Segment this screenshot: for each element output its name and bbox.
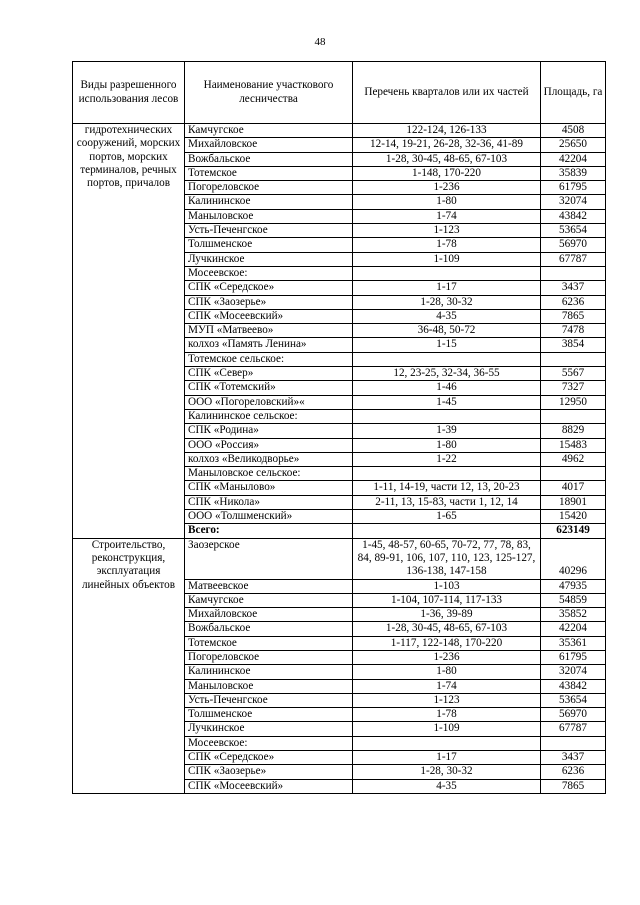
area-cell: 42204 xyxy=(541,622,606,636)
area-cell: 40296 xyxy=(541,538,606,579)
forestry-name-cell: Михайловское xyxy=(185,608,353,622)
quarters-cell: 4-35 xyxy=(353,309,541,323)
quarters-cell: 1-104, 107-114, 117-133 xyxy=(353,593,541,607)
quarters-cell: 1-148, 170-220 xyxy=(353,166,541,180)
area-cell xyxy=(541,352,606,366)
total-label: Всего: xyxy=(185,524,353,538)
area-cell: 15420 xyxy=(541,510,606,524)
forestry-name-cell: Усть-Печенгское xyxy=(185,693,353,707)
area-cell: 4962 xyxy=(541,452,606,466)
quarters-cell xyxy=(353,266,541,280)
forestry-name-cell: Маныловское xyxy=(185,679,353,693)
area-cell: 4017 xyxy=(541,481,606,495)
area-cell: 3437 xyxy=(541,751,606,765)
area-cell: 32074 xyxy=(541,665,606,679)
forestry-name-cell: Тотемское xyxy=(185,166,353,180)
forestry-name-cell: СПК «Манылово» xyxy=(185,481,353,495)
forestry-name-cell: колхоз «Память Ленина» xyxy=(185,338,353,352)
area-cell: 18901 xyxy=(541,495,606,509)
area-cell: 43842 xyxy=(541,209,606,223)
area-cell: 5567 xyxy=(541,367,606,381)
forestry-name-cell: Толшменское xyxy=(185,708,353,722)
forestry-name-cell: Толшменское xyxy=(185,238,353,252)
forestry-name-cell: Вожбальское xyxy=(185,152,353,166)
forestry-name-cell: СПК «Север» xyxy=(185,367,353,381)
area-cell: 35852 xyxy=(541,608,606,622)
forestry-name-cell: Михайловское xyxy=(185,138,353,152)
quarters-cell xyxy=(353,352,541,366)
forestry-name-cell: ООО «Толшменский» xyxy=(185,510,353,524)
forestry-name-cell: Матвеевское xyxy=(185,579,353,593)
area-cell: 67787 xyxy=(541,252,606,266)
area-cell: 3854 xyxy=(541,338,606,352)
area-cell: 7865 xyxy=(541,309,606,323)
forestry-name-cell: Калининское xyxy=(185,195,353,209)
quarters-cell: 1-80 xyxy=(353,195,541,209)
table-header-row xyxy=(73,62,606,124)
area-cell: 15483 xyxy=(541,438,606,452)
area-cell: 47935 xyxy=(541,579,606,593)
quarters-cell: 12, 23-25, 32-34, 36-55 xyxy=(353,367,541,381)
forestry-name-cell: Вожбальское xyxy=(185,622,353,636)
forestry-name-cell: СПК «Родина» xyxy=(185,424,353,438)
forestry-name-cell: Заозерское xyxy=(185,538,353,579)
quarters-cell: 1-36, 39-89 xyxy=(353,608,541,622)
area-cell: 12950 xyxy=(541,395,606,409)
quarters-cell: 1-123 xyxy=(353,693,541,707)
quarters-cell: 1-74 xyxy=(353,209,541,223)
forestry-name-cell: МУП «Матвеево» xyxy=(185,324,353,338)
quarters-cell: 1-65 xyxy=(353,510,541,524)
quarters-cell: 1-117, 122-148, 170-220 xyxy=(353,636,541,650)
quarters-cell: 1-123 xyxy=(353,224,541,238)
area-cell: 67787 xyxy=(541,722,606,736)
area-cell: 53654 xyxy=(541,693,606,707)
quarters-cell: 1-74 xyxy=(353,679,541,693)
quarters-cell: 1-236 xyxy=(353,181,541,195)
quarters-cell: 1-45 xyxy=(353,395,541,409)
forestry-name-cell: СПК «Середское» xyxy=(185,281,353,295)
forestry-name-cell: Тотемское сельское: xyxy=(185,352,353,366)
forestry-name-cell: Усть-Печенгское xyxy=(185,224,353,238)
forestry-name-cell: СПК «Заозерье» xyxy=(185,765,353,779)
quarters-cell: 4-35 xyxy=(353,779,541,793)
area-cell: 61795 xyxy=(541,181,606,195)
quarters-cell: 12-14, 19-21, 26-28, 32-36, 41-89 xyxy=(353,138,541,152)
total-area: 623149 xyxy=(541,524,606,538)
header-area: Площадь, га xyxy=(541,62,606,124)
forestry-name-cell: СПК «Никола» xyxy=(185,495,353,509)
forest-use-table xyxy=(72,61,606,794)
quarters-cell: 1-236 xyxy=(353,650,541,664)
quarters-cell: 1-46 xyxy=(353,381,541,395)
forestry-name-cell: колхоз «Великодворье» xyxy=(185,452,353,466)
forestry-name-cell: ООО «Погореловский»« xyxy=(185,395,353,409)
forestry-name-cell: Погореловское xyxy=(185,650,353,664)
area-cell: 3437 xyxy=(541,281,606,295)
forestry-name-cell: Лучкинское xyxy=(185,722,353,736)
quarters-cell xyxy=(353,409,541,423)
area-cell: 4508 xyxy=(541,124,606,138)
quarters-cell: 1-28, 30-32 xyxy=(353,765,541,779)
quarters-cell: 1-109 xyxy=(353,252,541,266)
quarters-cell: 1-28, 30-45, 48-65, 67-103 xyxy=(353,152,541,166)
table-row xyxy=(73,538,606,579)
forestry-name-cell: Камчугское xyxy=(185,593,353,607)
total-quarters-empty xyxy=(353,524,541,538)
forestry-name-cell: Маныловское xyxy=(185,209,353,223)
quarters-cell: 1-17 xyxy=(353,281,541,295)
forestry-name-cell: СПК «Заозерье» xyxy=(185,295,353,309)
forestry-name-cell: Мосеевское: xyxy=(185,266,353,280)
forestry-name-cell: СПК «Мосеевский» xyxy=(185,779,353,793)
quarters-cell: 1-103 xyxy=(353,579,541,593)
area-cell: 53654 xyxy=(541,224,606,238)
quarters-cell: 1-78 xyxy=(353,238,541,252)
area-cell: 35839 xyxy=(541,166,606,180)
header-quarters-list: Перечень кварталов или их частей xyxy=(353,62,541,124)
forestry-name-cell: Погореловское xyxy=(185,181,353,195)
use-type-cell: Строительство, реконструкция, эксплуатация линейных объектов xyxy=(73,538,185,793)
forestry-name-cell: ООО «Россия» xyxy=(185,438,353,452)
area-cell: 8829 xyxy=(541,424,606,438)
quarters-cell: 1-109 xyxy=(353,722,541,736)
page-number: 48 xyxy=(314,36,326,48)
quarters-cell: 1-15 xyxy=(353,338,541,352)
quarters-cell: 1-39 xyxy=(353,424,541,438)
forestry-name-cell: Камчугское xyxy=(185,124,353,138)
area-cell: 54859 xyxy=(541,593,606,607)
quarters-cell: 1-28, 30-45, 48-65, 67-103 xyxy=(353,622,541,636)
quarters-cell: 1-80 xyxy=(353,438,541,452)
quarters-cell: 1-78 xyxy=(353,708,541,722)
quarters-cell: 1-28, 30-32 xyxy=(353,295,541,309)
area-cell: 42204 xyxy=(541,152,606,166)
forestry-name-cell: Тотемское xyxy=(185,636,353,650)
area-cell: 43842 xyxy=(541,679,606,693)
quarters-cell xyxy=(353,736,541,750)
forestry-name-cell: СПК «Мосеевский» xyxy=(185,309,353,323)
quarters-cell: 1-45, 48-57, 60-65, 70-72, 77, 78, 83, 84, 89-91, 106, 107, 110, 123, 125-127, 136-138, 147-158 xyxy=(353,538,541,579)
area-cell: 35361 xyxy=(541,636,606,650)
forestry-name-cell: Лучкинское xyxy=(185,252,353,266)
quarters-cell: 122-124, 126-133 xyxy=(353,124,541,138)
area-cell xyxy=(541,467,606,481)
area-cell: 56970 xyxy=(541,708,606,722)
area-cell: 25650 xyxy=(541,138,606,152)
area-cell: 6236 xyxy=(541,765,606,779)
forestry-name-cell: Калининское xyxy=(185,665,353,679)
quarters-cell: 2-11, 13, 15-83, части 1, 12, 14 xyxy=(353,495,541,509)
area-cell: 7865 xyxy=(541,779,606,793)
quarters-cell: 36-48, 50-72 xyxy=(353,324,541,338)
use-type-cell: гидротехнических сооружений, морских портов, морских терминалов, речных портов, причалов xyxy=(73,124,185,539)
area-cell: 6236 xyxy=(541,295,606,309)
quarters-cell: 1-22 xyxy=(353,452,541,466)
area-cell: 7478 xyxy=(541,324,606,338)
forestry-name-cell: СПК «Тотемский» xyxy=(185,381,353,395)
header-forestry-name: Наименование участкового лесничества xyxy=(185,62,353,124)
quarters-cell: 1-80 xyxy=(353,665,541,679)
area-cell xyxy=(541,736,606,750)
area-cell xyxy=(541,409,606,423)
forestry-name-cell: СПК «Середское» xyxy=(185,751,353,765)
forestry-name-cell: Маныловское сельское: xyxy=(185,467,353,481)
forestry-name-cell: Калининское сельское: xyxy=(185,409,353,423)
header-use-type: Виды разрешенного использования лесов xyxy=(73,62,185,124)
area-cell: 56970 xyxy=(541,238,606,252)
table-row xyxy=(73,124,606,138)
area-cell xyxy=(541,266,606,280)
quarters-cell: 1-11, 14-19, части 12, 13, 20-23 xyxy=(353,481,541,495)
quarters-cell xyxy=(353,467,541,481)
quarters-cell: 1-17 xyxy=(353,751,541,765)
forestry-name-cell: Мосеевское: xyxy=(185,736,353,750)
area-cell: 7327 xyxy=(541,381,606,395)
table-body xyxy=(73,124,606,794)
area-cell: 61795 xyxy=(541,650,606,664)
area-cell: 32074 xyxy=(541,195,606,209)
